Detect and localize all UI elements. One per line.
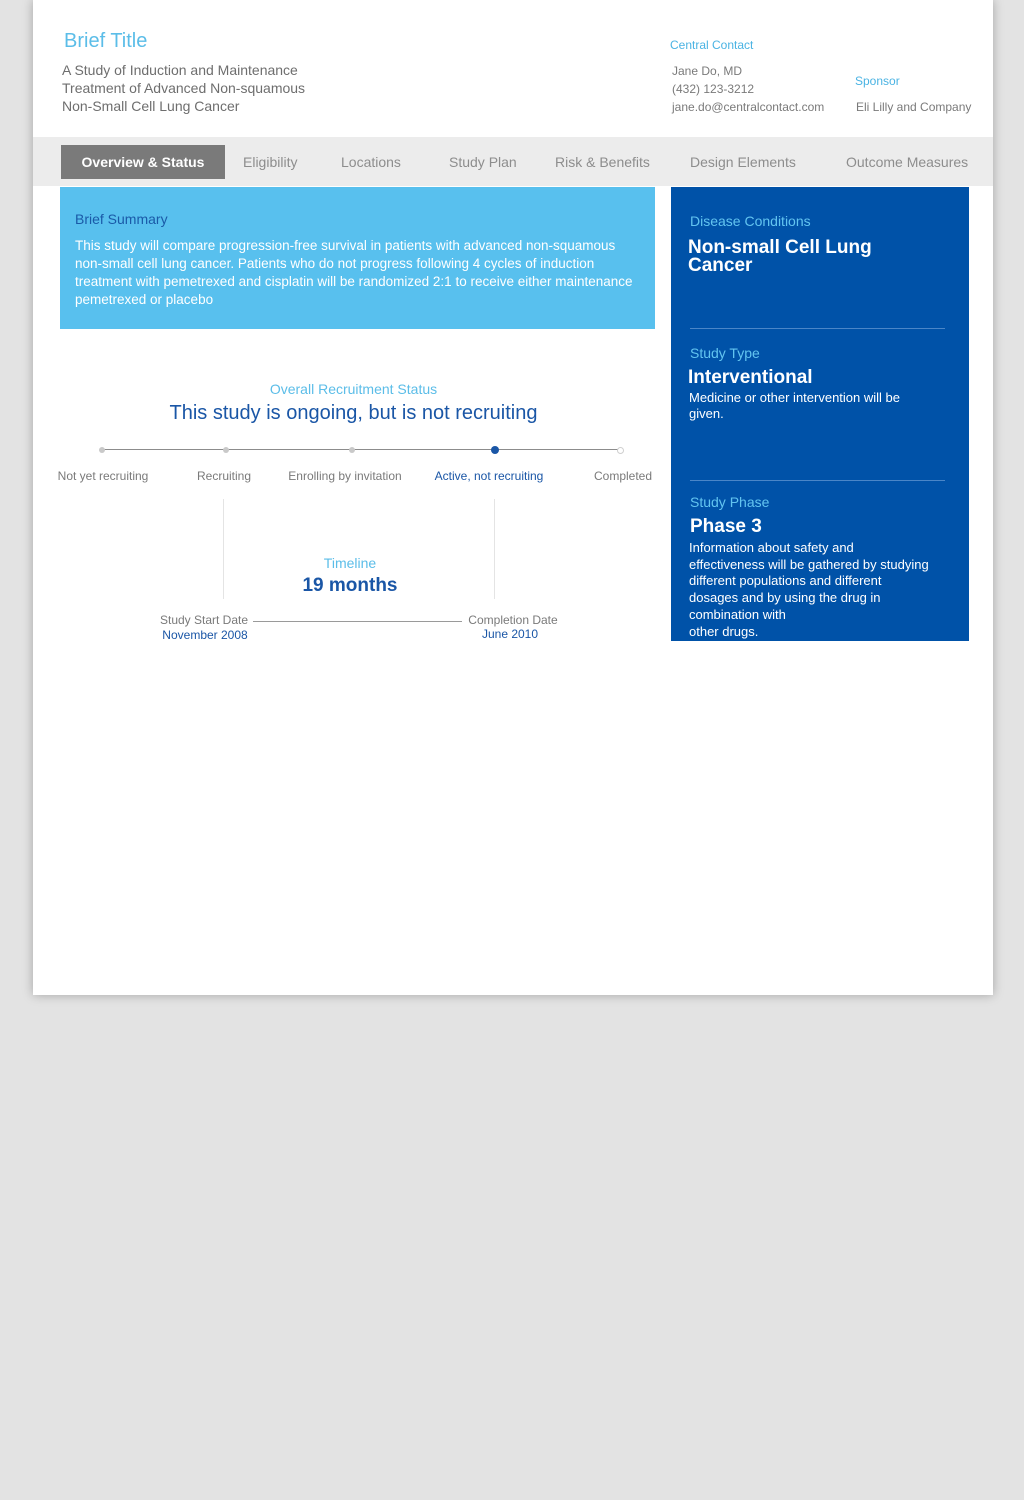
brief-summary-text: This study will compare progression-free survival in patients with advanced non-squamous non-small cell lung cancer. Patients who do not progress following 4 cycles of induction treatment with pemetrexed and cisplatin will be randomized 2:1 to receive either maintenance pemetrexed or placebo (75, 238, 633, 307)
study-type-description: Medicine or other intervention will be (689, 390, 900, 405)
step-label: Completed (593, 469, 653, 483)
study-phase-heading: Study Phase (690, 494, 770, 510)
study-phase-description: other drugs. (689, 624, 759, 639)
study-start-date-label: Study Start Date (159, 613, 249, 627)
panel-divider (690, 328, 945, 329)
study-start-date: November 2008 (162, 628, 248, 642)
contact-phone[interactable]: (432) 123-3212 (672, 82, 755, 96)
contact-email[interactable]: jane.do@centralcontact.com (672, 100, 825, 114)
step-dot (99, 447, 105, 453)
step-label: Enrolling by invitation (288, 469, 402, 483)
study-phase-description: dosages and by using the drug in (689, 590, 881, 605)
step-label: Not yet recruiting (57, 469, 149, 483)
study-type-value: Interventional (688, 367, 813, 388)
timeline-label: Timeline (323, 555, 377, 571)
disease-conditions-heading: Disease Conditions (690, 213, 811, 229)
timeline-divider (494, 499, 495, 599)
study-phase-value: Phase 3 (690, 516, 762, 537)
brief-summary-panel (60, 187, 655, 329)
tab-risk-benefits[interactable]: Risk & Benefits (555, 154, 650, 170)
recruitment-status-label: Overall Recruitment Status (269, 381, 438, 397)
study-title-line: Non-Small Cell Lung Cancer (62, 98, 240, 114)
tab-study-plan[interactable]: Study Plan (449, 154, 517, 170)
recruitment-progress-line (102, 449, 621, 450)
sponsor-heading: Sponsor (855, 74, 900, 88)
tab-eligibility[interactable]: Eligibility (243, 154, 298, 170)
step-dot (617, 447, 624, 454)
contact-name: Jane Do, MD (672, 64, 743, 78)
step-dot-current (491, 446, 499, 454)
completion-date-label: Completion Date (468, 613, 558, 627)
tab-bar (33, 137, 993, 186)
study-phase-description: different populations and different (689, 573, 882, 588)
completion-date: June 2010 (481, 627, 539, 641)
brief-title-label: Brief Title (64, 30, 148, 52)
study-phase-description: Information about safety and (689, 540, 854, 555)
timeline-bar (253, 621, 462, 622)
step-dot (349, 447, 355, 453)
step-dot (223, 447, 229, 453)
study-detail-card (33, 0, 993, 995)
step-label: Recruiting (196, 469, 252, 483)
sponsor-name: Eli Lilly and Company (856, 100, 972, 114)
tab-locations[interactable]: Locations (341, 154, 401, 170)
timeline-divider (223, 499, 224, 599)
study-facts-panel (671, 187, 969, 641)
tab-overview-status[interactable]: Overview & Status (61, 145, 225, 179)
central-contact-heading: Central Contact (670, 38, 754, 52)
disease-condition-value: Non-small Cell Lung (688, 237, 872, 258)
brief-summary-heading: Brief Summary (75, 211, 168, 227)
study-type-description: given. (689, 406, 724, 421)
tab-design-elements[interactable]: Design Elements (690, 154, 796, 170)
study-title-line: Treatment of Advanced Non-squamous (62, 80, 306, 96)
panel-divider (690, 480, 945, 481)
timeline-duration: 19 months (302, 575, 398, 596)
tab-outcome-measures[interactable]: Outcome Measures (846, 154, 969, 170)
disease-condition-value: Cancer (688, 255, 753, 276)
study-phase-description: combination with (689, 607, 786, 622)
study-phase-description: effectiveness will be gathered by studying (689, 557, 929, 572)
study-type-heading: Study Type (690, 345, 760, 361)
recruitment-status-text: This study is ongoing, but is not recruiting (169, 402, 538, 424)
step-label-current: Active, not recruiting (434, 469, 544, 483)
study-title-line: A Study of Induction and Maintenance (62, 62, 298, 78)
